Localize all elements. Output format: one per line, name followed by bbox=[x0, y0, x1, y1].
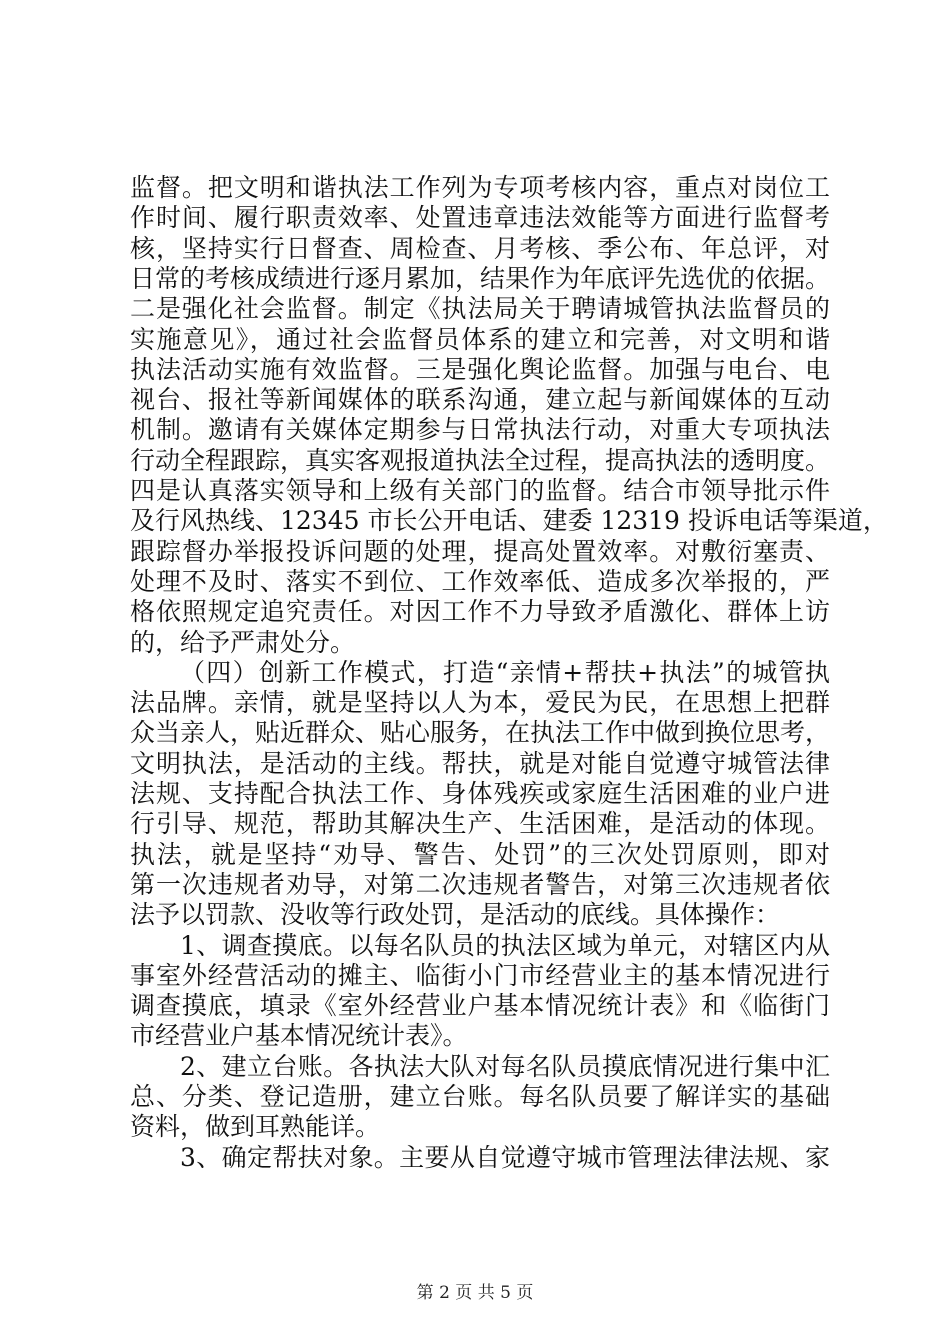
paragraph-start-line: （四）创新工作模式，打造“亲情+帮扶+执法”的城管执 bbox=[180, 658, 830, 687]
text-line: 实施意见》，通过社会监督员体系的建立和完善，对文明和谐 bbox=[130, 325, 830, 354]
text-line: 的，给予严肃处分。 bbox=[130, 628, 356, 657]
page-number-footer: 第 2 页 共 5 页 bbox=[416, 1283, 534, 1303]
text-line: 日常的考核成绩进行逐月累加，结果作为年底评先选优的依据。 bbox=[130, 264, 831, 293]
text-line: 调查摸底，填录《室外经营业户基本情况统计表》和《临街门 bbox=[130, 991, 830, 1020]
text-line: 文明执法，是活动的主线。帮扶，就是对能自觉遵守城管法律 bbox=[130, 749, 830, 778]
paragraph-start-line: 3、确定帮扶对象。主要从自觉遵守城市管理法律法规、家 bbox=[180, 1143, 830, 1172]
text-line: 机制。邀请有关媒体定期参与日常执法行动，对重大专项执法 bbox=[130, 415, 830, 444]
text-line: 法规、支持配合执法工作、身体残疾或家庭生活困难的业户进 bbox=[130, 779, 830, 808]
text-line: 视台、报社等新闻媒体的联系沟通，建立起与新闻媒体的互动 bbox=[130, 385, 830, 414]
text-line: 资料，做到耳熟能详。 bbox=[130, 1112, 381, 1141]
text-line: 众当亲人，贴近群众、贴心服务，在执法工作中做到换位思考， bbox=[130, 718, 831, 747]
text-line: 执法活动实施有效监督。三是强化舆论监督。加强与电台、电 bbox=[130, 355, 830, 384]
text-line: 总、分类、登记造册，建立台账。每名队员要了解详实的基础 bbox=[130, 1082, 830, 1111]
text-line: 行动全程跟踪，真实客观报道执法全过程，提高执法的透明度。 bbox=[130, 446, 831, 475]
text-line: 法品牌。亲情，就是坚持以人为本，爱民为民，在思想上把群 bbox=[130, 688, 830, 717]
paragraph-start-line: 2、建立台账。各执法大队对每名队员摸底情况进行集中汇 bbox=[180, 1052, 830, 1081]
text-line: 二是强化社会监督。制定《执法局关于聘请城管执法监督员的 bbox=[130, 294, 830, 323]
text-line: 第一次违规者劝导，对第二次违规者警告，对第三次违规者依 bbox=[130, 870, 830, 899]
text-line: 事室外经营活动的摊主、临街小门市经营业主的基本情况进行 bbox=[130, 961, 830, 990]
text-line: 跟踪督办举报投诉问题的处理，提高处置效率。对敷衍塞责、 bbox=[130, 537, 830, 566]
text-line: 处理不及时、落实不到位、工作效率低、造成多次举报的，严 bbox=[130, 567, 830, 596]
text-line: 四是认真落实领导和上级有关部门的监督。结合市领导批示件 bbox=[130, 476, 830, 505]
text-line: 核，坚持实行日督查、周检查、月考核、季公布、年总评，对 bbox=[130, 234, 830, 263]
text-line: 行引导、规范，帮助其解决生产、生活困难，是活动的体现。 bbox=[130, 809, 830, 838]
text-line: 作时间、履行职责效率、处置违章违法效能等方面进行监督考 bbox=[130, 203, 830, 232]
text-line: 法予以罚款、没收等行政处罚，是活动的底线。具体操作： bbox=[130, 900, 781, 929]
text-line: 市经营业户基本情况统计表》。 bbox=[130, 1021, 468, 1050]
text-line: 及行风热线、12345 市长公开电话、建委 12319 投诉电话等渠道， bbox=[130, 506, 888, 535]
text-line: 格依照规定追究责任。对因工作不力导致矛盾激化、群体上访 bbox=[130, 597, 830, 626]
paragraph-start-line: 1、调查摸底。以每名队员的执法区域为单元，对辖区内从 bbox=[180, 931, 830, 960]
text-line: 监督。把文明和谐执法工作列为专项考核内容，重点对岗位工 bbox=[130, 173, 830, 202]
text-line: 执法，就是坚持“劝导、警告、处罚”的三次处罚原则，即对 bbox=[130, 840, 830, 869]
